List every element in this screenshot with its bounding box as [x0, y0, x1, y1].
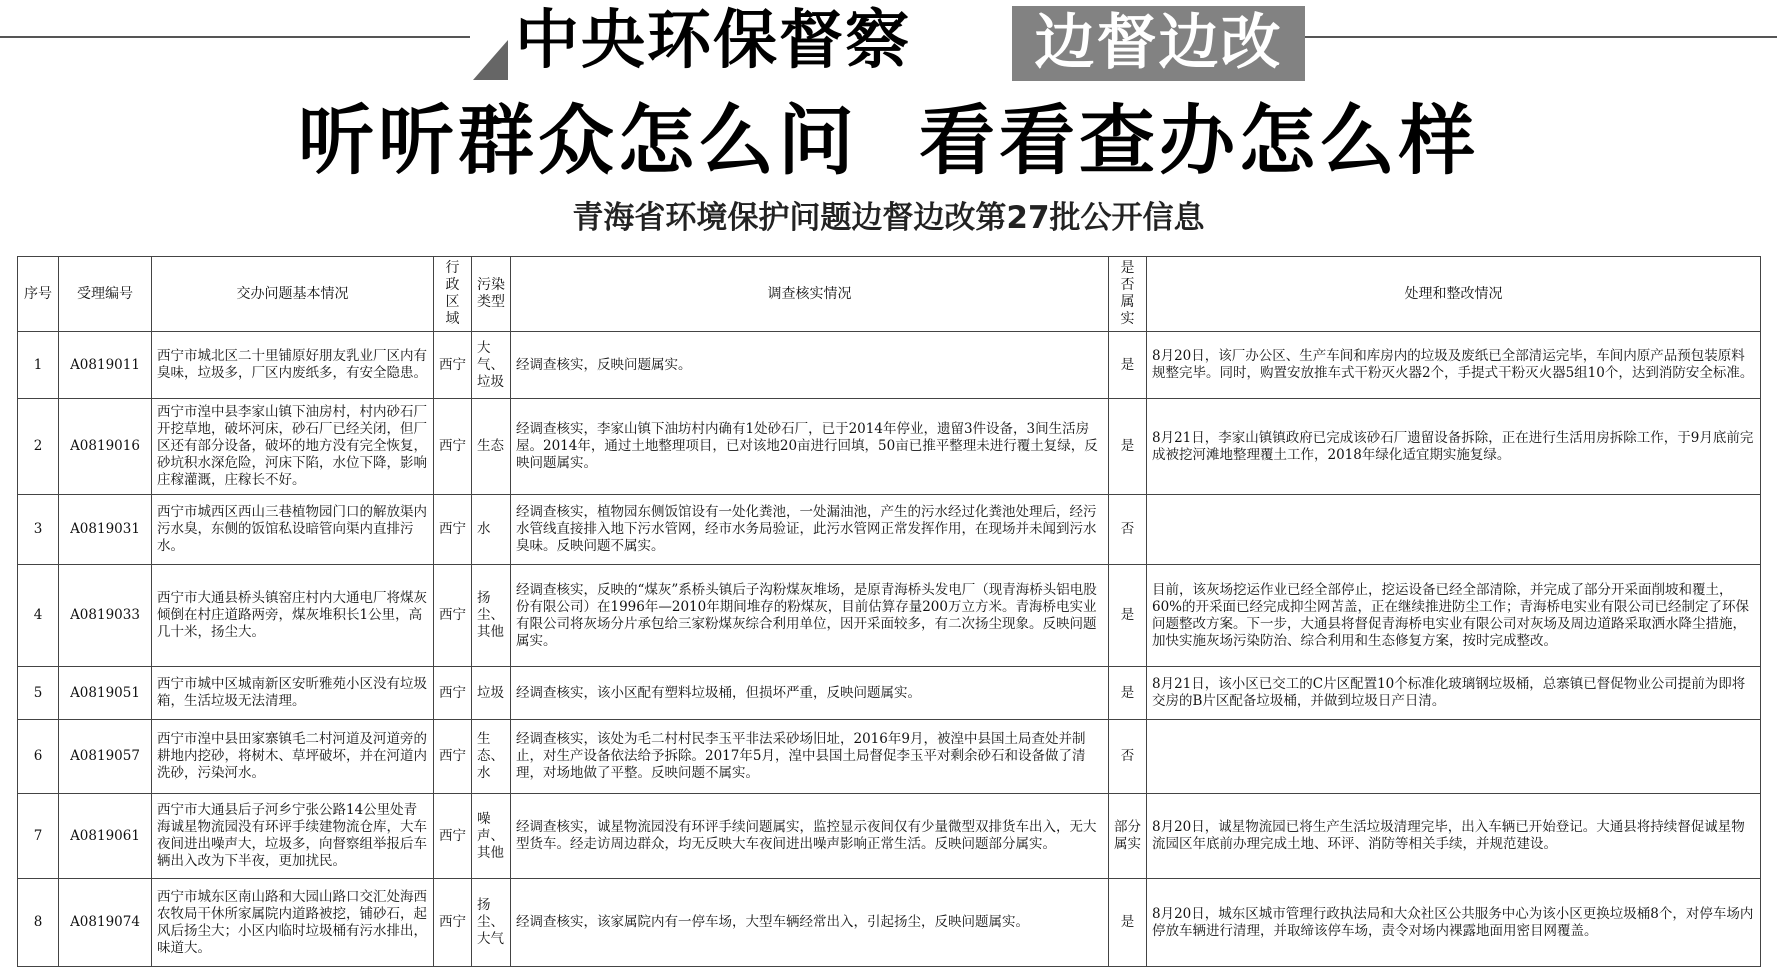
- row-type: 噪声、其他: [472, 794, 511, 879]
- row-investigation: 经调查核实，李家山镇下油坊村内确有1处砂石厂，已于2014年停业，遗留3件设备，3间生活房屋。2014年，通过土地整理项目，已对该地20亩进行回填，50亩已推平整理未进行覆土复绿，反映问题属实。: [511, 399, 1109, 495]
- row-code: A0819031: [59, 495, 152, 565]
- row-no: 1: [18, 332, 59, 399]
- row-type: 大气、垃圾: [472, 332, 511, 399]
- row-handling: [1147, 720, 1761, 794]
- row-type: 水: [472, 495, 511, 565]
- row-no: 5: [18, 667, 59, 720]
- row-verified: 是: [1109, 399, 1147, 495]
- table-row: [18, 332, 1761, 399]
- row-investigation: 经调查核实，反映问题属实。: [511, 332, 1109, 399]
- row-investigation: 经调查核实，植物园东侧饭馆设有一处化粪池，一处漏油池，产生的污水经过化粪池处理后，经污水管线直接排入地下污水管网，经市水务局验证，此污水管网正常发挥作用，在现场并未闻到污水臭味。反映问题不属实。: [511, 495, 1109, 565]
- row-type: 生态、水: [472, 720, 511, 794]
- masthead-rule-left: [0, 36, 470, 38]
- row-type: 垃圾: [472, 667, 511, 720]
- row-no: 6: [18, 720, 59, 794]
- row-type: 生态: [472, 399, 511, 495]
- row-code: A0819061: [59, 794, 152, 879]
- row-issue: 西宁市大通县后子河乡宁张公路14公里处青海诚星物流园没有环评手续建物流仓库，大车夜间进出噪声大，垃圾多，向督察组举报后车辆出入改为下半夜，更加扰民。: [152, 794, 434, 879]
- row-investigation: 经调查核实，诚星物流园没有环评手续问题属实，监控显示夜间仅有少量微型双排货车出入，无大型货车。经走访周边群众，均无反映大车夜间进出噪声影响正常生活。反映问题部分属实。: [511, 794, 1109, 879]
- row-region: 西宁: [434, 399, 472, 495]
- headline: 听听群众怎么问 看看查办怎么样: [298, 96, 1479, 185]
- col-header-investigation: 调查核实情况: [511, 257, 1109, 332]
- col-header-verified: 是否属实: [1109, 257, 1147, 332]
- row-region: 西宁: [434, 720, 472, 794]
- row-no: 3: [18, 495, 59, 565]
- row-code: A0819033: [59, 565, 152, 667]
- row-issue: 西宁市城东区南山路和大园山路口交汇处海西农牧局干休所家属院内道路被挖，铺砂石，起风后扬尘大；小区内临时垃圾桶有污水排出，味道大。: [152, 879, 434, 967]
- col-header-region: 行政区域: [434, 257, 472, 332]
- row-no: 8: [18, 879, 59, 967]
- row-code: A0819011: [59, 332, 152, 399]
- disclosure-table: [17, 256, 1761, 967]
- row-handling: 8月21日，李家山镇镇政府已完成该砂石厂遗留设备拆除，正在进行生活用房拆除工作，于9月底前完成被挖河滩地整理覆土工作，2018年绿化适宜期实施复绿。: [1147, 399, 1761, 495]
- row-investigation: 经调查核实，反映的“煤灰”系桥头镇后子沟粉煤灰堆场，是原青海桥头发电厂（现青海桥头铝电股份有限公司）在1996年—2010年期间堆存的粉煤灰，目前估算存量200万立方米。青海桥电实业有限公司将灰场分片承包给三家粉煤灰综合利用单位，因开采面较多，有二次扬尘现象。反映问题属实。: [511, 565, 1109, 667]
- col-header-handling: 处理和整改情况: [1147, 257, 1761, 332]
- col-header-issue: 交办问题基本情况: [152, 257, 434, 332]
- masthead-rule-right: [1305, 36, 1777, 38]
- row-verified: 是: [1109, 332, 1147, 399]
- row-code: A0819016: [59, 399, 152, 495]
- row-region: 西宁: [434, 879, 472, 967]
- row-no: 7: [18, 794, 59, 879]
- row-verified: 是: [1109, 565, 1147, 667]
- col-header-type: 污染类型: [472, 257, 511, 332]
- row-no: 2: [18, 399, 59, 495]
- row-handling: 8月20日，诚星物流园已将生产生活垃圾清理完毕，出入车辆已开始登记。大通县将持续督促诚星物流园区年底前办理完成土地、环评、消防等相关手续，并规范建设。: [1147, 794, 1761, 879]
- table-row: [18, 879, 1761, 967]
- row-region: 西宁: [434, 794, 472, 879]
- table-row: [18, 495, 1761, 565]
- row-verified: 是: [1109, 879, 1147, 967]
- col-header-no: 序号: [18, 257, 59, 332]
- row-verified: 否: [1109, 495, 1147, 565]
- row-issue: 西宁市城中区城南新区安昕雅苑小区没有垃圾箱，生活垃圾无法清理。: [152, 667, 434, 720]
- row-issue: 西宁市大通县桥头镇窑庄村内大通电厂将煤灰倾倒在村庄道路两旁，煤灰堆积长1公里，高几十米，扬尘大。: [152, 565, 434, 667]
- row-issue: 西宁市城西区西山三巷植物园门口的解放渠内污水臭，东侧的饭馆私设暗管向渠内直排污水。: [152, 495, 434, 565]
- masthead-title: 中央环保督察: [515, 4, 911, 78]
- row-investigation: 经调查核实，该小区配有塑料垃圾桶，但损坏严重，反映问题属实。: [511, 667, 1109, 720]
- row-handling: [1147, 495, 1761, 565]
- row-type: 扬尘、大气: [472, 879, 511, 967]
- table-row: [18, 794, 1761, 879]
- row-verified: 否: [1109, 720, 1147, 794]
- row-region: 西宁: [434, 495, 472, 565]
- subheadline: 青海省环境保护问题边督边改第27批公开信息: [572, 200, 1205, 236]
- row-investigation: 经调查核实，该处为毛二村村民李玉平非法采砂场旧址，2016年9月，被湟中县国土局查处并制止，对生产设备依法给予拆除。2017年5月，湟中县国土局督促李玉平对剩余砂石和设备做了清理，对场地做了平整。反映问题不属实。: [511, 720, 1109, 794]
- row-handling: 8月20日，城东区城市管理行政执法局和大众社区公共服务中心为该小区更换垃圾桶8个，对停车场内停放车辆进行清理，并取缔该停车场，责令对场内裸露地面用密目网覆盖。: [1147, 879, 1761, 967]
- row-code: A0819057: [59, 720, 152, 794]
- masthead-tag: 边督边改: [1012, 6, 1305, 81]
- row-handling: 8月20日，该厂办公区、生产车间和库房内的垃圾及废纸已全部清运完毕，车间内原产品预包装原料规整完毕。同时，购置安放推车式干粉灭火器2个，手提式干粉灭火器5组10个，达到消防安全标准。: [1147, 332, 1761, 399]
- row-code: A0819074: [59, 879, 152, 967]
- table-row: [18, 399, 1761, 495]
- row-region: 西宁: [434, 565, 472, 667]
- row-issue: 西宁市湟中县李家山镇下油房村，村内砂石厂开挖草地，破坏河床，砂石厂已经关闭，但厂区还有部分设备，破坏的地方没有完全恢复，砂坑积水深危险，河床下陷，水位下降，影响庄稼灌溉，庄稼长不好。: [152, 399, 434, 495]
- row-type: 扬尘、其他: [472, 565, 511, 667]
- row-handling: 目前，该灰场挖运作业已经全部停止，挖运设备已经全部清除，并完成了部分开采面削坡和覆土，60%的开采面已经完成抑尘网苫盖，正在继续推进防尘工作；青海桥电实业有限公司已经制定了环保问题整改方案。下一步，大通县将督促青海桥电实业有限公司对灰场及周边道路采取洒水降尘措施，加快实施灰场污染防治、综合利用和生态修复方案，按时完成整改。: [1147, 565, 1761, 667]
- table-row: [18, 667, 1761, 720]
- row-region: 西宁: [434, 332, 472, 399]
- row-handling: 8月21日，该小区已交工的C片区配置10个标准化玻璃钢垃圾桶，总寨镇已督促物业公司提前为即将交房的B片区配备垃圾桶，并做到垃圾日产日清。: [1147, 667, 1761, 720]
- row-issue: 西宁市城北区二十里铺原好朋友乳业厂区内有臭味，垃圾多，厂区内废纸多，有安全隐患。: [152, 332, 434, 399]
- row-code: A0819051: [59, 667, 152, 720]
- row-investigation: 经调查核实，该家属院内有一停车场，大型车辆经常出入，引起扬尘，反映问题属实。: [511, 879, 1109, 967]
- row-verified: 部分属实: [1109, 794, 1147, 879]
- row-issue: 西宁市湟中县田家寨镇毛二村河道及河道旁的耕地内挖砂，将树木、草坪破坏，并在河道内洗砂，污染河水。: [152, 720, 434, 794]
- table-row: [18, 565, 1761, 667]
- masthead-triangle-icon: [473, 40, 508, 80]
- row-verified: 是: [1109, 667, 1147, 720]
- row-no: 4: [18, 565, 59, 667]
- col-header-code: 受理编号: [59, 257, 152, 332]
- row-region: 西宁: [434, 667, 472, 720]
- table-header-row: [18, 257, 1761, 332]
- table-row: [18, 720, 1761, 794]
